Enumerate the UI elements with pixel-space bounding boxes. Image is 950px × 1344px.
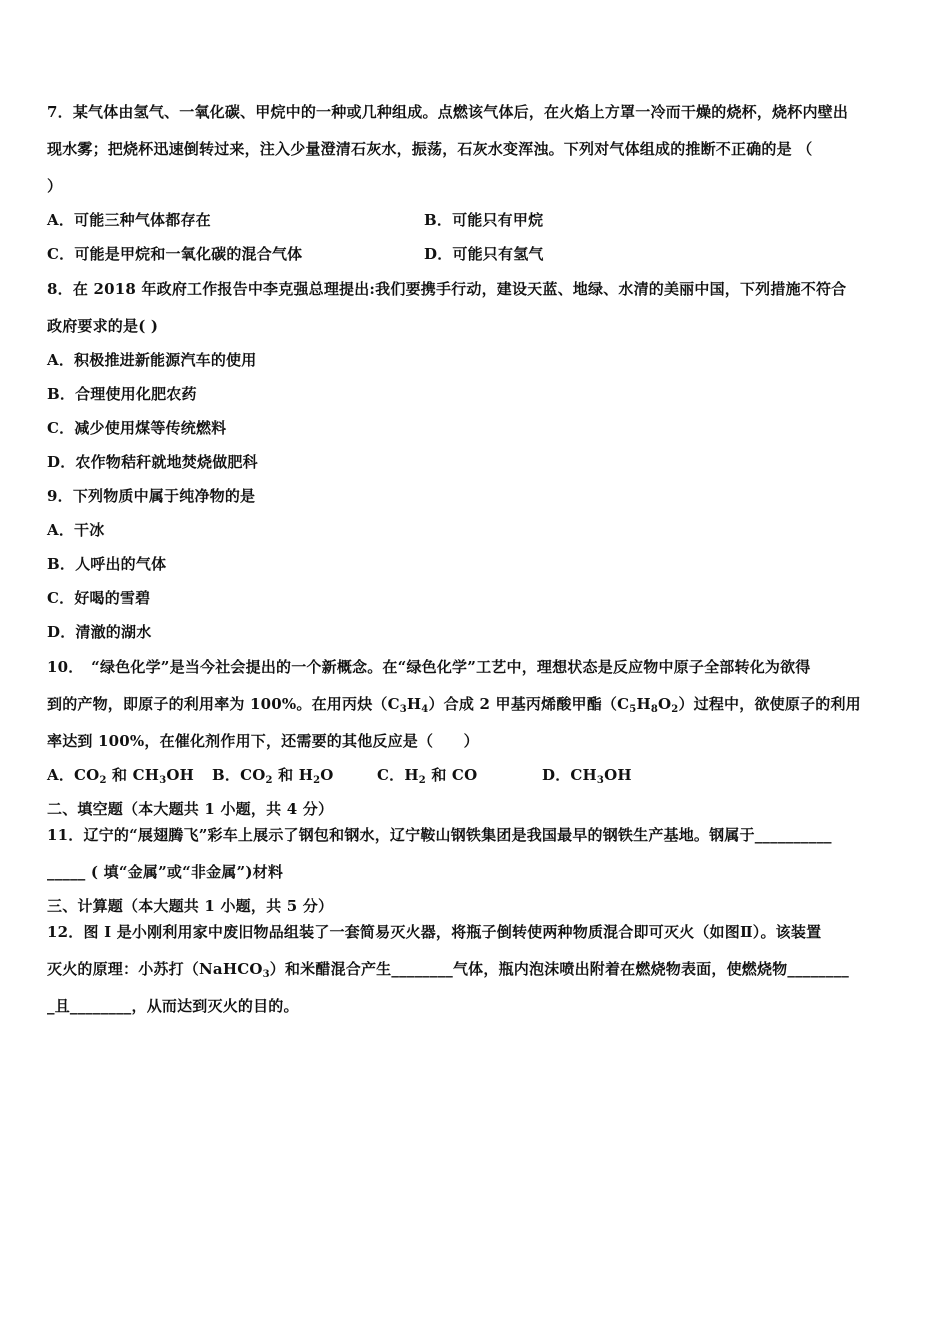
q12-text-b: ）和米醋混合产生________气体，瓶内泡沫喷出附着在燃烧物表面，使燃烧物________: [269, 960, 849, 978]
q7-option-c: C．可能是甲烷和一氧化碳的混合气体: [47, 245, 303, 263]
q10-option-c: [377, 765, 477, 791]
q10-optB-text: B．CO: [212, 766, 266, 784]
q10-optA-text: A．CO: [47, 766, 100, 784]
q12-text-a: 灭火的原理：小苏打（NaHCO: [47, 960, 263, 978]
q8-option-c: C．减少使用煤等传统燃料: [47, 419, 227, 437]
q10-optD-text: D．CH: [542, 766, 597, 784]
q10-optB-end: O: [320, 766, 334, 784]
section-fill-in-title: 二、填空题（本大题共 1 小题，共 4 分）: [47, 800, 334, 818]
q7-options-row2: [47, 244, 907, 264]
q10-optA-end: OH: [166, 766, 194, 784]
q9-option-c: C．好喝的雪碧: [47, 589, 151, 607]
q7-stem-line1: 7．某气体由氢气、一氧化碳、甲烷中的一种或几种组成。点燃该气体后，在火焰上方罩一冷而干燥的烧杯，烧杯内壁出: [47, 103, 849, 121]
q8-option-a: A．积极推进新能源汽车的使用: [47, 351, 257, 369]
q10-optD-sub: 3: [596, 775, 605, 786]
q8-option-b: B．合理使用化肥农药: [47, 385, 197, 403]
q12-stem-line2: [47, 959, 907, 985]
q12-stem-line1: 12．图 I 是小刚利用家中废旧物品组装了一套简易灭火器，将瓶子倒转使两种物质混合即可灭火（如图Ⅱ）。该装置: [47, 923, 822, 941]
q11-stem-line2: _____ ( 填“金属”或“非金属”)材料: [47, 863, 284, 881]
q9-option-d: D．清澈的湖水: [47, 623, 152, 641]
q10-stem-line3: 率达到 100%，在催化剂作用下，还需要的其他反应是（ ）: [47, 732, 479, 750]
q8-option-d: D．农作物秸秆就地焚烧做肥科: [47, 453, 258, 471]
q10-optC-text: C．H: [377, 766, 419, 784]
q9-stem: 9．下列物质中属于纯净物的是: [47, 487, 256, 505]
q10-sub: 4: [421, 704, 429, 715]
q8-stem-line2: 政府要求的是( ): [47, 317, 159, 335]
q10-sub: 5: [629, 704, 637, 715]
q7-stem-line2: 现水雾；把烧杯迅速倒转过来，注入少量澄清石灰水，振荡，石灰水变浑浊。下列对气体组成的推断不正确的是 （: [47, 140, 813, 158]
q10-optB-text2: 和 H: [272, 766, 314, 784]
q10-optD-end: OH: [604, 766, 632, 784]
q10-optA-text2: 和 CH: [106, 766, 160, 784]
q10-text-h: H: [406, 695, 422, 713]
q10-optB-sub: 2: [265, 775, 273, 786]
q12-stem-line3: _且________，从而达到灭火的目的。: [47, 997, 299, 1015]
q10-option-a: [47, 765, 194, 791]
q10-text-o: O: [658, 695, 672, 713]
q7-option-b: B．可能只有甲烷: [424, 211, 544, 229]
q7-options-row1: [47, 210, 907, 230]
q10-text-h2: H: [636, 695, 651, 713]
q10-optB-sub2: 2: [313, 775, 321, 786]
q9-option-a: A．干冰: [47, 521, 105, 539]
q10-stem-line1: 10． “绿色化学”是当今社会提出的一个新概念。在“绿色化学”工艺中，理想状态是反应物中原子全部转化为欲得: [47, 658, 811, 676]
q10-sub: 3: [399, 704, 407, 715]
q10-optA-sub2: 3: [159, 775, 167, 786]
q10-sub: 8: [650, 704, 658, 715]
q10-sub: 2: [671, 704, 679, 715]
q12-sub: 3: [262, 969, 270, 980]
q10-stem-line2: [47, 694, 907, 720]
q10-option-b: [212, 765, 334, 791]
q11-stem-line1: 11．辽宁的“展翅腾飞”彩车上展示了钢包和钢水，辽宁鞍山钢铁集团是我国最早的钢铁生产基地。钢属于__________: [47, 826, 832, 844]
q7-stem-line3: ）: [47, 177, 63, 195]
q10-option-d: [542, 765, 632, 791]
q10-text-b: ）合成 2 甲基丙烯酸甲酯（C: [428, 695, 630, 713]
q9-option-b: B．人呼出的气体: [47, 555, 167, 573]
q10-optA-sub: 2: [99, 775, 107, 786]
section-calculation-title: 三、计算题（本大题共 1 小题，共 5 分）: [47, 897, 334, 915]
q10-optC-text2: 和 CO: [425, 766, 478, 784]
q7-option-d: D．可能只有氢气: [424, 245, 544, 263]
q10-text-c: ）过程中，欲使原子的利用: [678, 695, 861, 713]
q8-stem-line1: 8．在 2018 年政府工作报告中李克强总理提出:我们要携手行动，建设天蓝、地绿、水清的美丽中国，下列措施不符合: [47, 280, 847, 298]
q10-optC-sub: 2: [418, 775, 426, 786]
q10-text-a: 到的产物，即原子的利用率为 100%。在用丙炔（C: [47, 695, 400, 713]
q7-option-a: A．可能三种气体都存在: [47, 211, 211, 229]
